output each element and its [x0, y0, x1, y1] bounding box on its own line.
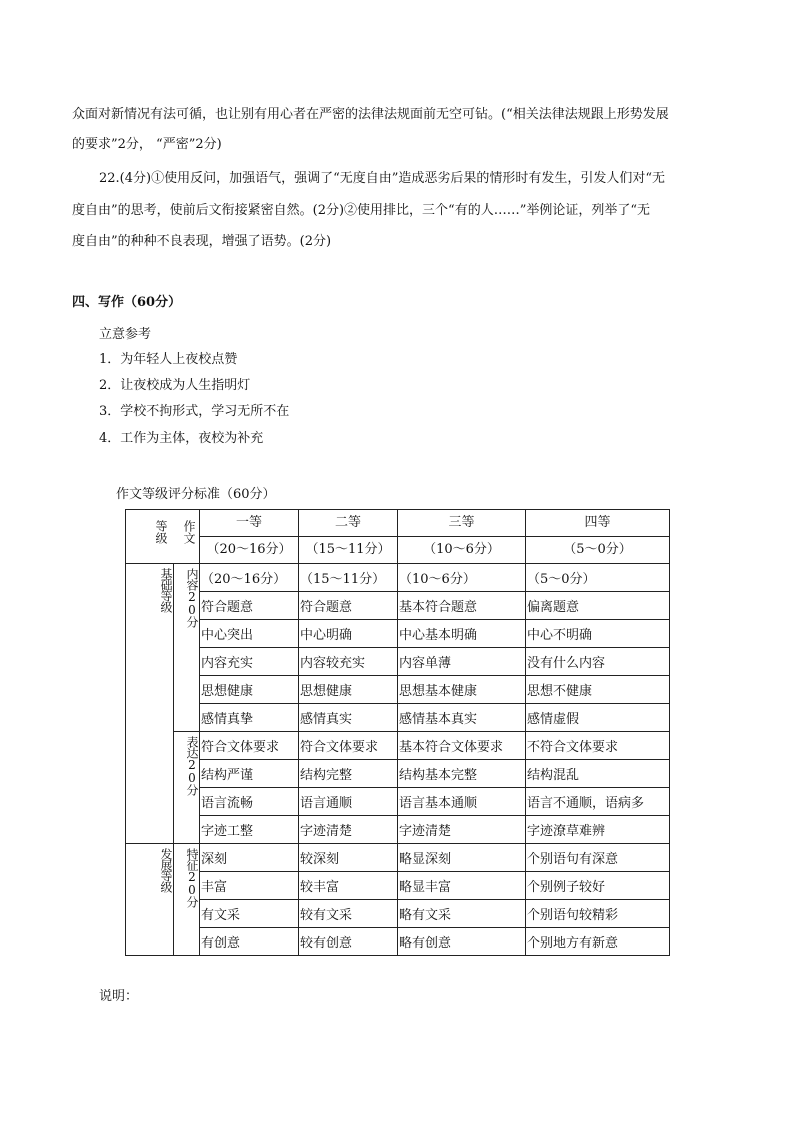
grading-table	[125, 509, 670, 956]
criteria-cell: 较深刻	[299, 844, 398, 872]
criteria-cell: 较有创意	[299, 928, 398, 956]
criteria-cell: 有文采	[200, 900, 299, 928]
section-heading: 四、写作（60分）	[72, 295, 182, 310]
criteria-cell: 较丰富	[299, 872, 398, 900]
criteria-cell: 略有文采	[398, 900, 526, 928]
criteria-cell: 语言通顺	[299, 788, 398, 816]
level-name: 三等	[398, 510, 526, 537]
criteria-cell: 基本符合题意	[398, 592, 526, 620]
criteria-cell: （20～16分）	[200, 564, 299, 592]
criteria-cell: 个别语句较精彩	[526, 900, 670, 928]
criteria-cell: 字迹潦草难辨	[526, 816, 670, 844]
criteria-cell: 结构严谨	[200, 760, 299, 788]
criteria-cell: 内容充实	[200, 648, 299, 676]
level-range: （20～16分）	[200, 537, 299, 564]
criteria-cell: 内容单薄	[398, 648, 526, 676]
table-row	[126, 872, 670, 900]
criteria-cell: 基本符合文体要求	[398, 732, 526, 760]
level-range: （10～6分）	[398, 537, 526, 564]
table-row	[126, 816, 670, 844]
idea-item: 2．让夜校成为人生指明灯	[99, 378, 251, 393]
criteria-cell: 思想健康	[200, 676, 299, 704]
criteria-cell: 思想不健康	[526, 676, 670, 704]
table-row	[126, 732, 670, 760]
idea-item: 1．为年轻人上夜校点赞	[99, 352, 238, 367]
answer-line: 度自由”的种种不良表现，增强了语势。(2分)	[72, 234, 332, 249]
table-row	[126, 592, 670, 620]
criteria-cell: 略显丰富	[398, 872, 526, 900]
table-row	[126, 760, 670, 788]
criteria-cell: 字迹工整	[200, 816, 299, 844]
criteria-cell: 语言流畅	[200, 788, 299, 816]
criteria-cell: 个别语句有深意	[526, 844, 670, 872]
criteria-cell: 思想健康	[299, 676, 398, 704]
criteria-cell: 思想基本健康	[398, 676, 526, 704]
table-corner	[126, 510, 200, 564]
ideas-title: 立意参考	[99, 327, 152, 342]
criteria-cell: （5～0分）	[526, 564, 670, 592]
section-label: 特征20分	[174, 844, 200, 956]
section-label: 表达20分	[174, 732, 200, 844]
table-row	[126, 928, 670, 956]
criteria-cell: 丰富	[200, 872, 299, 900]
criteria-cell: 符合文体要求	[200, 732, 299, 760]
corner-essay-label: 作文	[182, 520, 196, 544]
criteria-cell: 结构混乱	[526, 760, 670, 788]
criteria-cell: 感情基本真实	[398, 704, 526, 732]
criteria-cell: 字迹清楚	[398, 816, 526, 844]
criteria-cell: 感情真挚	[200, 704, 299, 732]
table-row	[126, 788, 670, 816]
criteria-cell: 有创意	[200, 928, 299, 956]
criteria-cell: 符合题意	[200, 592, 299, 620]
criteria-cell: 结构基本完整	[398, 760, 526, 788]
criteria-cell: （15～11分）	[299, 564, 398, 592]
criteria-cell: 不符合文体要求	[526, 732, 670, 760]
criteria-cell: 略显深刻	[398, 844, 526, 872]
criteria-cell: （10～6分）	[398, 564, 526, 592]
idea-item: 3．学校不拘形式，学习无所不在	[99, 404, 290, 419]
criteria-cell: 中心不明确	[526, 620, 670, 648]
criteria-cell: 较有文采	[299, 900, 398, 928]
table-row	[126, 648, 670, 676]
criteria-cell: 语言不通顺，语病多	[526, 788, 670, 816]
criteria-cell: 深刻	[200, 844, 299, 872]
criteria-cell: 语言基本通顺	[398, 788, 526, 816]
criteria-cell: 中心突出	[200, 620, 299, 648]
criteria-cell: 内容较充实	[299, 648, 398, 676]
answer-line: 众面对新情况有法可循，也让别有用心者在严密的法律法规面前无空可钻。(“相关法律法规跟上形势发展	[72, 107, 669, 122]
table-row	[126, 564, 670, 592]
group-label: 发展等级	[126, 844, 174, 956]
criteria-cell: 略有创意	[398, 928, 526, 956]
level-range: （15～11分）	[299, 537, 398, 564]
answer-line: 22.(4分)①使用反问，加强语气，强调了“无度自由”造成恶劣后果的情形时有发生，引发人们对“无	[99, 171, 666, 186]
table-row	[126, 900, 670, 928]
table-title: 作文等级评分标准（60分）	[116, 487, 276, 502]
group-label: 基础等级	[126, 564, 174, 844]
criteria-cell: 感情真实	[299, 704, 398, 732]
level-name: 四等	[526, 510, 670, 537]
criteria-cell: 符合题意	[299, 592, 398, 620]
criteria-cell: 没有什么内容	[526, 648, 670, 676]
criteria-cell: 个别例子较好	[526, 872, 670, 900]
table-row	[126, 704, 670, 732]
criteria-cell: 偏离题意	[526, 592, 670, 620]
table-row	[126, 676, 670, 704]
level-name: 二等	[299, 510, 398, 537]
criteria-cell: 个别地方有新意	[526, 928, 670, 956]
criteria-cell: 字迹清楚	[299, 816, 398, 844]
corner-grade-label: 等级	[154, 520, 168, 544]
level-name: 一等	[200, 510, 299, 537]
level-range: （5～0分）	[526, 537, 670, 564]
criteria-cell: 中心明确	[299, 620, 398, 648]
note-label: 说明：	[99, 989, 139, 1004]
table-row	[126, 620, 670, 648]
section-label: 内容20分	[174, 564, 200, 732]
criteria-cell: 感情虚假	[526, 704, 670, 732]
table-row	[126, 844, 670, 872]
criteria-cell: 中心基本明确	[398, 620, 526, 648]
criteria-cell: 符合文体要求	[299, 732, 398, 760]
idea-item: 4．工作为主体，夜校为补充	[99, 431, 264, 446]
criteria-cell: 结构完整	[299, 760, 398, 788]
answer-line: 度自由”的思考，使前后文衔接紧密自然。(2分)②使用排比，三个“有的人……”举例论证，列举了“无	[72, 203, 650, 218]
answer-line: 的要求”2分， “严密”2分)	[72, 137, 222, 152]
